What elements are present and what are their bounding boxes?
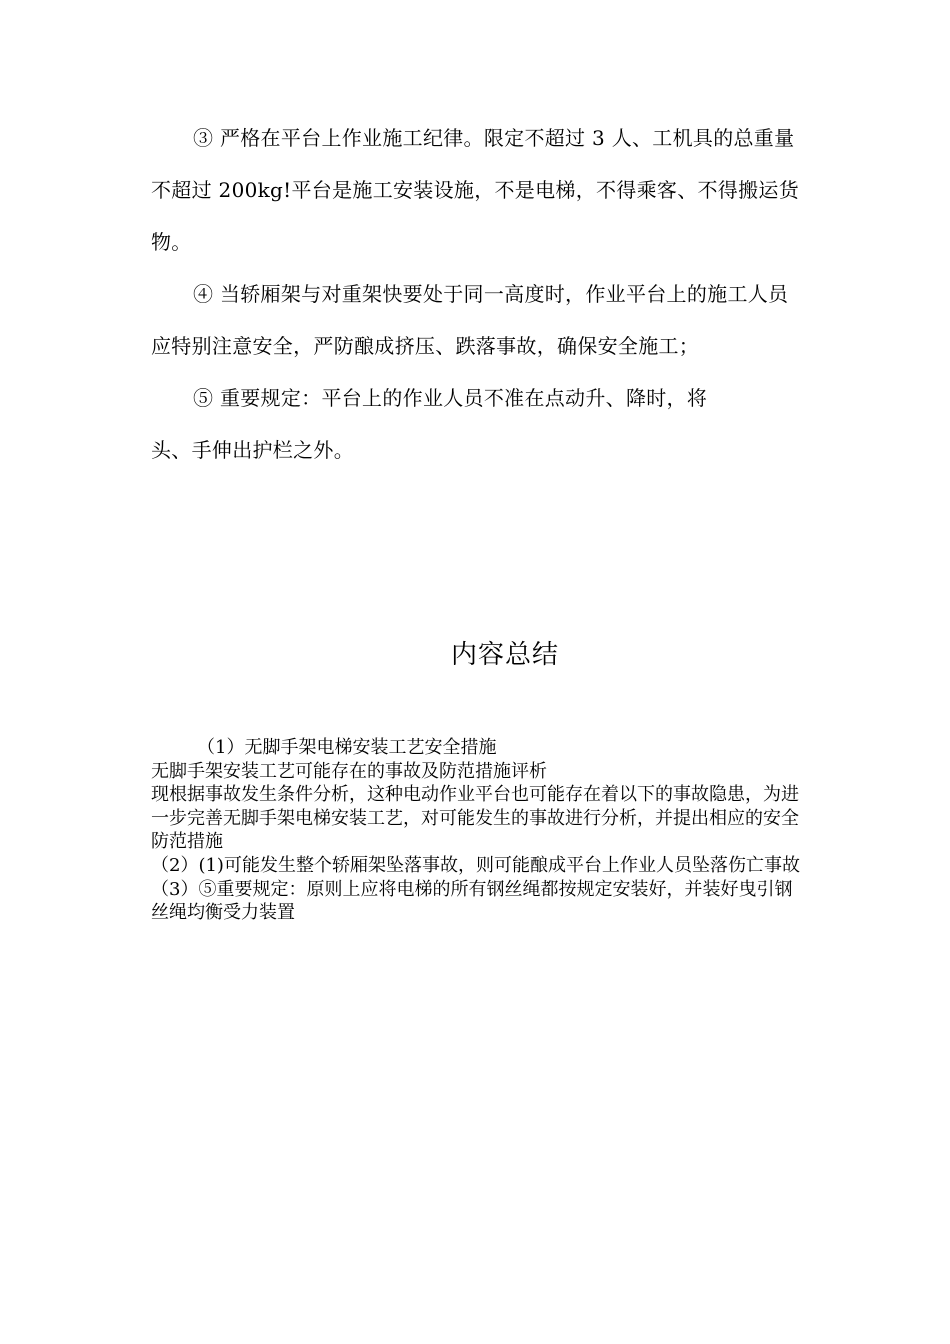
paragraph-rule-3: ③ 严格在平台上作业施工纪律。限定不超过 3 人、工机具的总重量不超过 200kg!平台是施工安装设施，不是电梯，不得乘客、不得搬运货物。 [151,126,799,254]
summary-section [151,736,801,925]
summary-item: （1）无脚手架电梯安装工艺安全措施 [197,737,497,758]
summary-item: （2）(1)可能发生整个轿厢架坠落事故，则可能酿成平台上作业人员坠落伤亡事故 [151,854,800,876]
paragraph-rule-5 [151,372,801,424]
summary-title: 内容总结 [450,640,559,670]
body-text [151,112,801,476]
summary-item: （3）⑤重要规定：原则上应将电梯的所有钢丝绳都按规定安装好，并装好曳引钢丝绳均衡受力装置 [151,878,793,924]
summary-item: 现根据事故发生条件分析，这种电动作业平台也可能存在着以下的事故隐患，为进一步完善无脚手架电梯安装工艺，对可能发生的事故进行分析，并提出相应的安全防范措施 [151,784,799,853]
paragraph-rule-5-continuation: 头、手伸出护栏之外。 [151,438,354,462]
paragraph-rule-4: ④ 当轿厢架与对重架快要处于同一高度时，作业平台上的施工人员应特别注意安全，严防酿成挤压、跌落事故，确保安全施工； [151,282,789,358]
summary-item: 无脚手架安装工艺可能存在的事故及防范措施评析 [151,760,547,782]
paragraph-rule-5-line1: ⑤ 重要规定：平台上的作业人员不准在点动升、降时，将 [193,386,708,410]
